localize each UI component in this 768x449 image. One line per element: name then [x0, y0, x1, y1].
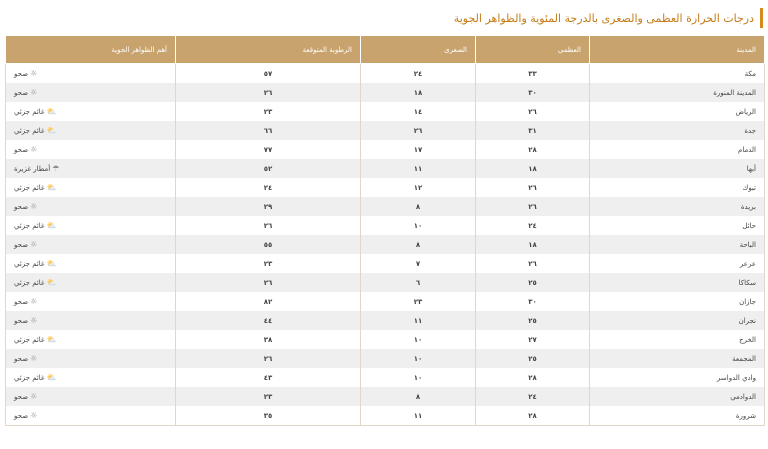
min-temp-cell: ٢٤ — [361, 64, 476, 84]
phenomena-label: غائم جزئي — [14, 126, 45, 135]
max-temp-cell: ٣١ — [476, 121, 590, 140]
min-temp-cell: ١٧ — [361, 140, 476, 159]
max-temp-cell: ١٨ — [476, 159, 590, 178]
humidity-cell: ٦٦ — [176, 121, 361, 140]
humidity-cell: ٢٩ — [176, 197, 361, 216]
col-header-city: المدينة — [590, 36, 765, 64]
phenomena-label: غائم جزئي — [14, 221, 45, 230]
phenomena-content — [14, 89, 37, 97]
phenomena-label: صحو — [14, 316, 29, 325]
heavy-rain-icon: ☂ — [52, 163, 60, 173]
max-temp-cell: ١٨ — [476, 235, 590, 254]
sunny-icon: ☼ — [30, 410, 38, 420]
min-temp-cell: ١٢ — [361, 178, 476, 197]
phenomena-content — [14, 127, 57, 135]
weather-table — [5, 35, 765, 426]
table-row — [6, 64, 765, 84]
min-temp-cell: ٨ — [361, 235, 476, 254]
partly-cloudy-icon: ⛅ — [46, 372, 57, 382]
humidity-cell: ٢٦ — [176, 273, 361, 292]
city-cell: الرياض — [590, 102, 765, 121]
humidity-cell: ٢٤ — [176, 178, 361, 197]
humidity-cell: ٢٣ — [176, 254, 361, 273]
phenomena-label: غائم جزئي — [14, 107, 45, 116]
phenomena-cell — [6, 349, 176, 368]
phenomena-content — [14, 70, 37, 78]
phenomena-content — [14, 165, 59, 173]
partly-cloudy-icon: ⛅ — [46, 182, 57, 192]
table-row — [6, 235, 765, 254]
phenomena-cell — [6, 102, 176, 121]
phenomena-label: صحو — [14, 202, 29, 211]
max-temp-cell: ٣٠ — [476, 83, 590, 102]
page-header — [8, 8, 763, 28]
min-temp-cell: ١١ — [361, 311, 476, 330]
max-temp-cell: ٢٦ — [476, 178, 590, 197]
table-row — [6, 387, 765, 406]
city-cell: الباحة — [590, 235, 765, 254]
phenomena-cell — [6, 387, 176, 406]
phenomena-content — [14, 279, 57, 287]
phenomena-label: صحو — [14, 411, 29, 420]
humidity-cell: ٢٦ — [176, 349, 361, 368]
max-temp-cell: ٢٦ — [476, 254, 590, 273]
sunny-icon: ☼ — [30, 68, 38, 78]
phenomena-content — [14, 374, 57, 382]
partly-cloudy-icon: ⛅ — [46, 125, 57, 135]
phenomena-label: صحو — [14, 297, 29, 306]
table-row — [6, 102, 765, 121]
city-cell: الدوادمي — [590, 387, 765, 406]
max-temp-cell: ٢٨ — [476, 368, 590, 387]
phenomena-content — [14, 393, 37, 401]
city-cell: الدمام — [590, 140, 765, 159]
city-cell: الخرج — [590, 330, 765, 349]
min-temp-cell: ١٠ — [361, 216, 476, 235]
col-header-min: الصغرى — [361, 36, 476, 64]
max-temp-cell: ٢٥ — [476, 349, 590, 368]
phenomena-cell — [6, 292, 176, 311]
humidity-cell: ٤٣ — [176, 368, 361, 387]
table-row — [6, 330, 765, 349]
phenomena-cell — [6, 368, 176, 387]
phenomena-content — [14, 336, 57, 344]
phenomena-content — [14, 317, 37, 325]
max-temp-cell: ٢٨ — [476, 140, 590, 159]
sunny-icon: ☼ — [30, 391, 38, 401]
sunny-icon: ☼ — [30, 144, 38, 154]
table-row — [6, 159, 765, 178]
partly-cloudy-icon: ⛅ — [46, 258, 57, 268]
table-row — [6, 311, 765, 330]
humidity-cell: ٢٣ — [176, 102, 361, 121]
phenomena-cell — [6, 330, 176, 349]
table-row — [6, 254, 765, 273]
humidity-cell: ٢٦ — [176, 216, 361, 235]
table-row — [6, 178, 765, 197]
humidity-cell: ٢٦ — [176, 83, 361, 102]
phenomena-cell — [6, 178, 176, 197]
table-row — [6, 197, 765, 216]
max-temp-cell: ٣٠ — [476, 292, 590, 311]
phenomena-label: أمطار غزيرة — [14, 164, 51, 173]
city-cell: مكة — [590, 64, 765, 84]
table-row — [6, 406, 765, 426]
phenomena-content — [14, 298, 37, 306]
phenomena-label: غائم جزئي — [14, 335, 45, 344]
table-row — [6, 292, 765, 311]
humidity-cell: ٤٤ — [176, 311, 361, 330]
min-temp-cell: ٨ — [361, 197, 476, 216]
phenomena-content — [14, 260, 57, 268]
humidity-cell: ٥٧ — [176, 64, 361, 84]
page-title: درجات الحرارة العظمى والصغرى بالدرجة المئوية والظواهر الجوية — [453, 11, 754, 25]
min-temp-cell: ١٤ — [361, 102, 476, 121]
phenomena-cell — [6, 254, 176, 273]
min-temp-cell: ٢٣ — [361, 292, 476, 311]
phenomena-content — [14, 355, 37, 363]
city-cell: جدة — [590, 121, 765, 140]
partly-cloudy-icon: ⛅ — [46, 334, 57, 344]
humidity-cell: ٥٢ — [176, 159, 361, 178]
sunny-icon: ☼ — [30, 201, 38, 211]
city-cell: تبوك — [590, 178, 765, 197]
city-cell: المدينة المنورة — [590, 83, 765, 102]
phenomena-content — [14, 241, 37, 249]
city-cell: بريدة — [590, 197, 765, 216]
col-header-max: العظمى — [476, 36, 590, 64]
min-temp-cell: ١٨ — [361, 83, 476, 102]
phenomena-label: صحو — [14, 354, 29, 363]
phenomena-cell — [6, 235, 176, 254]
city-cell: المجمعة — [590, 349, 765, 368]
min-temp-cell: ١٠ — [361, 349, 476, 368]
table-row — [6, 273, 765, 292]
partly-cloudy-icon: ⛅ — [46, 220, 57, 230]
phenomena-label: غائم جزئي — [14, 278, 45, 287]
min-temp-cell: ١١ — [361, 159, 476, 178]
phenomena-label: غائم جزئي — [14, 373, 45, 382]
city-cell: عرعر — [590, 254, 765, 273]
phenomena-label: غائم جزئي — [14, 259, 45, 268]
phenomena-content — [14, 412, 37, 420]
phenomena-content — [14, 184, 57, 192]
max-temp-cell: ٢٥ — [476, 311, 590, 330]
phenomena-label: صحو — [14, 88, 29, 97]
city-cell: نجران — [590, 311, 765, 330]
phenomena-cell — [6, 197, 176, 216]
table-row — [6, 83, 765, 102]
humidity-cell: ٧٧ — [176, 140, 361, 159]
phenomena-label: صحو — [14, 145, 29, 154]
humidity-cell: ٣٥ — [176, 406, 361, 426]
phenomena-content — [14, 203, 37, 211]
table-row — [6, 349, 765, 368]
humidity-cell: ٨٢ — [176, 292, 361, 311]
min-temp-cell: ١٠ — [361, 330, 476, 349]
humidity-cell: ٣٨ — [176, 330, 361, 349]
phenomena-cell — [6, 121, 176, 140]
city-cell: جازان — [590, 292, 765, 311]
city-cell: حائل — [590, 216, 765, 235]
table-header-row — [6, 36, 765, 64]
phenomena-label: صحو — [14, 69, 29, 78]
table-row — [6, 140, 765, 159]
phenomena-content — [14, 222, 57, 230]
partly-cloudy-icon: ⛅ — [46, 106, 57, 116]
sunny-icon: ☼ — [30, 296, 38, 306]
phenomena-cell — [6, 64, 176, 84]
phenomena-content — [14, 108, 57, 116]
max-temp-cell: ٢٧ — [476, 330, 590, 349]
phenomena-cell — [6, 311, 176, 330]
city-cell: شرورة — [590, 406, 765, 426]
phenomena-cell — [6, 83, 176, 102]
humidity-cell: ٢٣ — [176, 387, 361, 406]
phenomena-cell — [6, 406, 176, 426]
humidity-cell: ٥٥ — [176, 235, 361, 254]
phenomena-label: غائم جزئي — [14, 183, 45, 192]
phenomena-content — [14, 146, 37, 154]
max-temp-cell: ٢٨ — [476, 406, 590, 426]
sunny-icon: ☼ — [30, 87, 38, 97]
partly-cloudy-icon: ⛅ — [46, 277, 57, 287]
phenomena-cell — [6, 273, 176, 292]
max-temp-cell: ٣٣ — [476, 64, 590, 84]
min-temp-cell: ٦ — [361, 273, 476, 292]
max-temp-cell: ٢٥ — [476, 273, 590, 292]
max-temp-cell: ٢٤ — [476, 387, 590, 406]
city-cell: سكاكا — [590, 273, 765, 292]
sunny-icon: ☼ — [30, 239, 38, 249]
col-header-phenomena: أهم الظواهر الجوية — [6, 36, 176, 64]
phenomena-label: صحو — [14, 240, 29, 249]
city-cell: أبها — [590, 159, 765, 178]
max-temp-cell: ٢٦ — [476, 102, 590, 121]
min-temp-cell: ٨ — [361, 387, 476, 406]
phenomena-cell — [6, 159, 176, 178]
max-temp-cell: ٢٦ — [476, 197, 590, 216]
phenomena-label: صحو — [14, 392, 29, 401]
col-header-humidity: الرطوبة المتوقعة — [176, 36, 361, 64]
sunny-icon: ☼ — [30, 315, 38, 325]
min-temp-cell: ١١ — [361, 406, 476, 426]
table-row — [6, 121, 765, 140]
table-row — [6, 216, 765, 235]
min-temp-cell: ٢٦ — [361, 121, 476, 140]
table-row — [6, 368, 765, 387]
max-temp-cell: ٢٤ — [476, 216, 590, 235]
phenomena-cell — [6, 140, 176, 159]
title-accent-bar — [760, 8, 763, 28]
table-body — [6, 64, 765, 426]
min-temp-cell: ٧ — [361, 254, 476, 273]
sunny-icon: ☼ — [30, 353, 38, 363]
city-cell: وادي الدواسر — [590, 368, 765, 387]
phenomena-cell — [6, 216, 176, 235]
min-temp-cell: ١٠ — [361, 368, 476, 387]
